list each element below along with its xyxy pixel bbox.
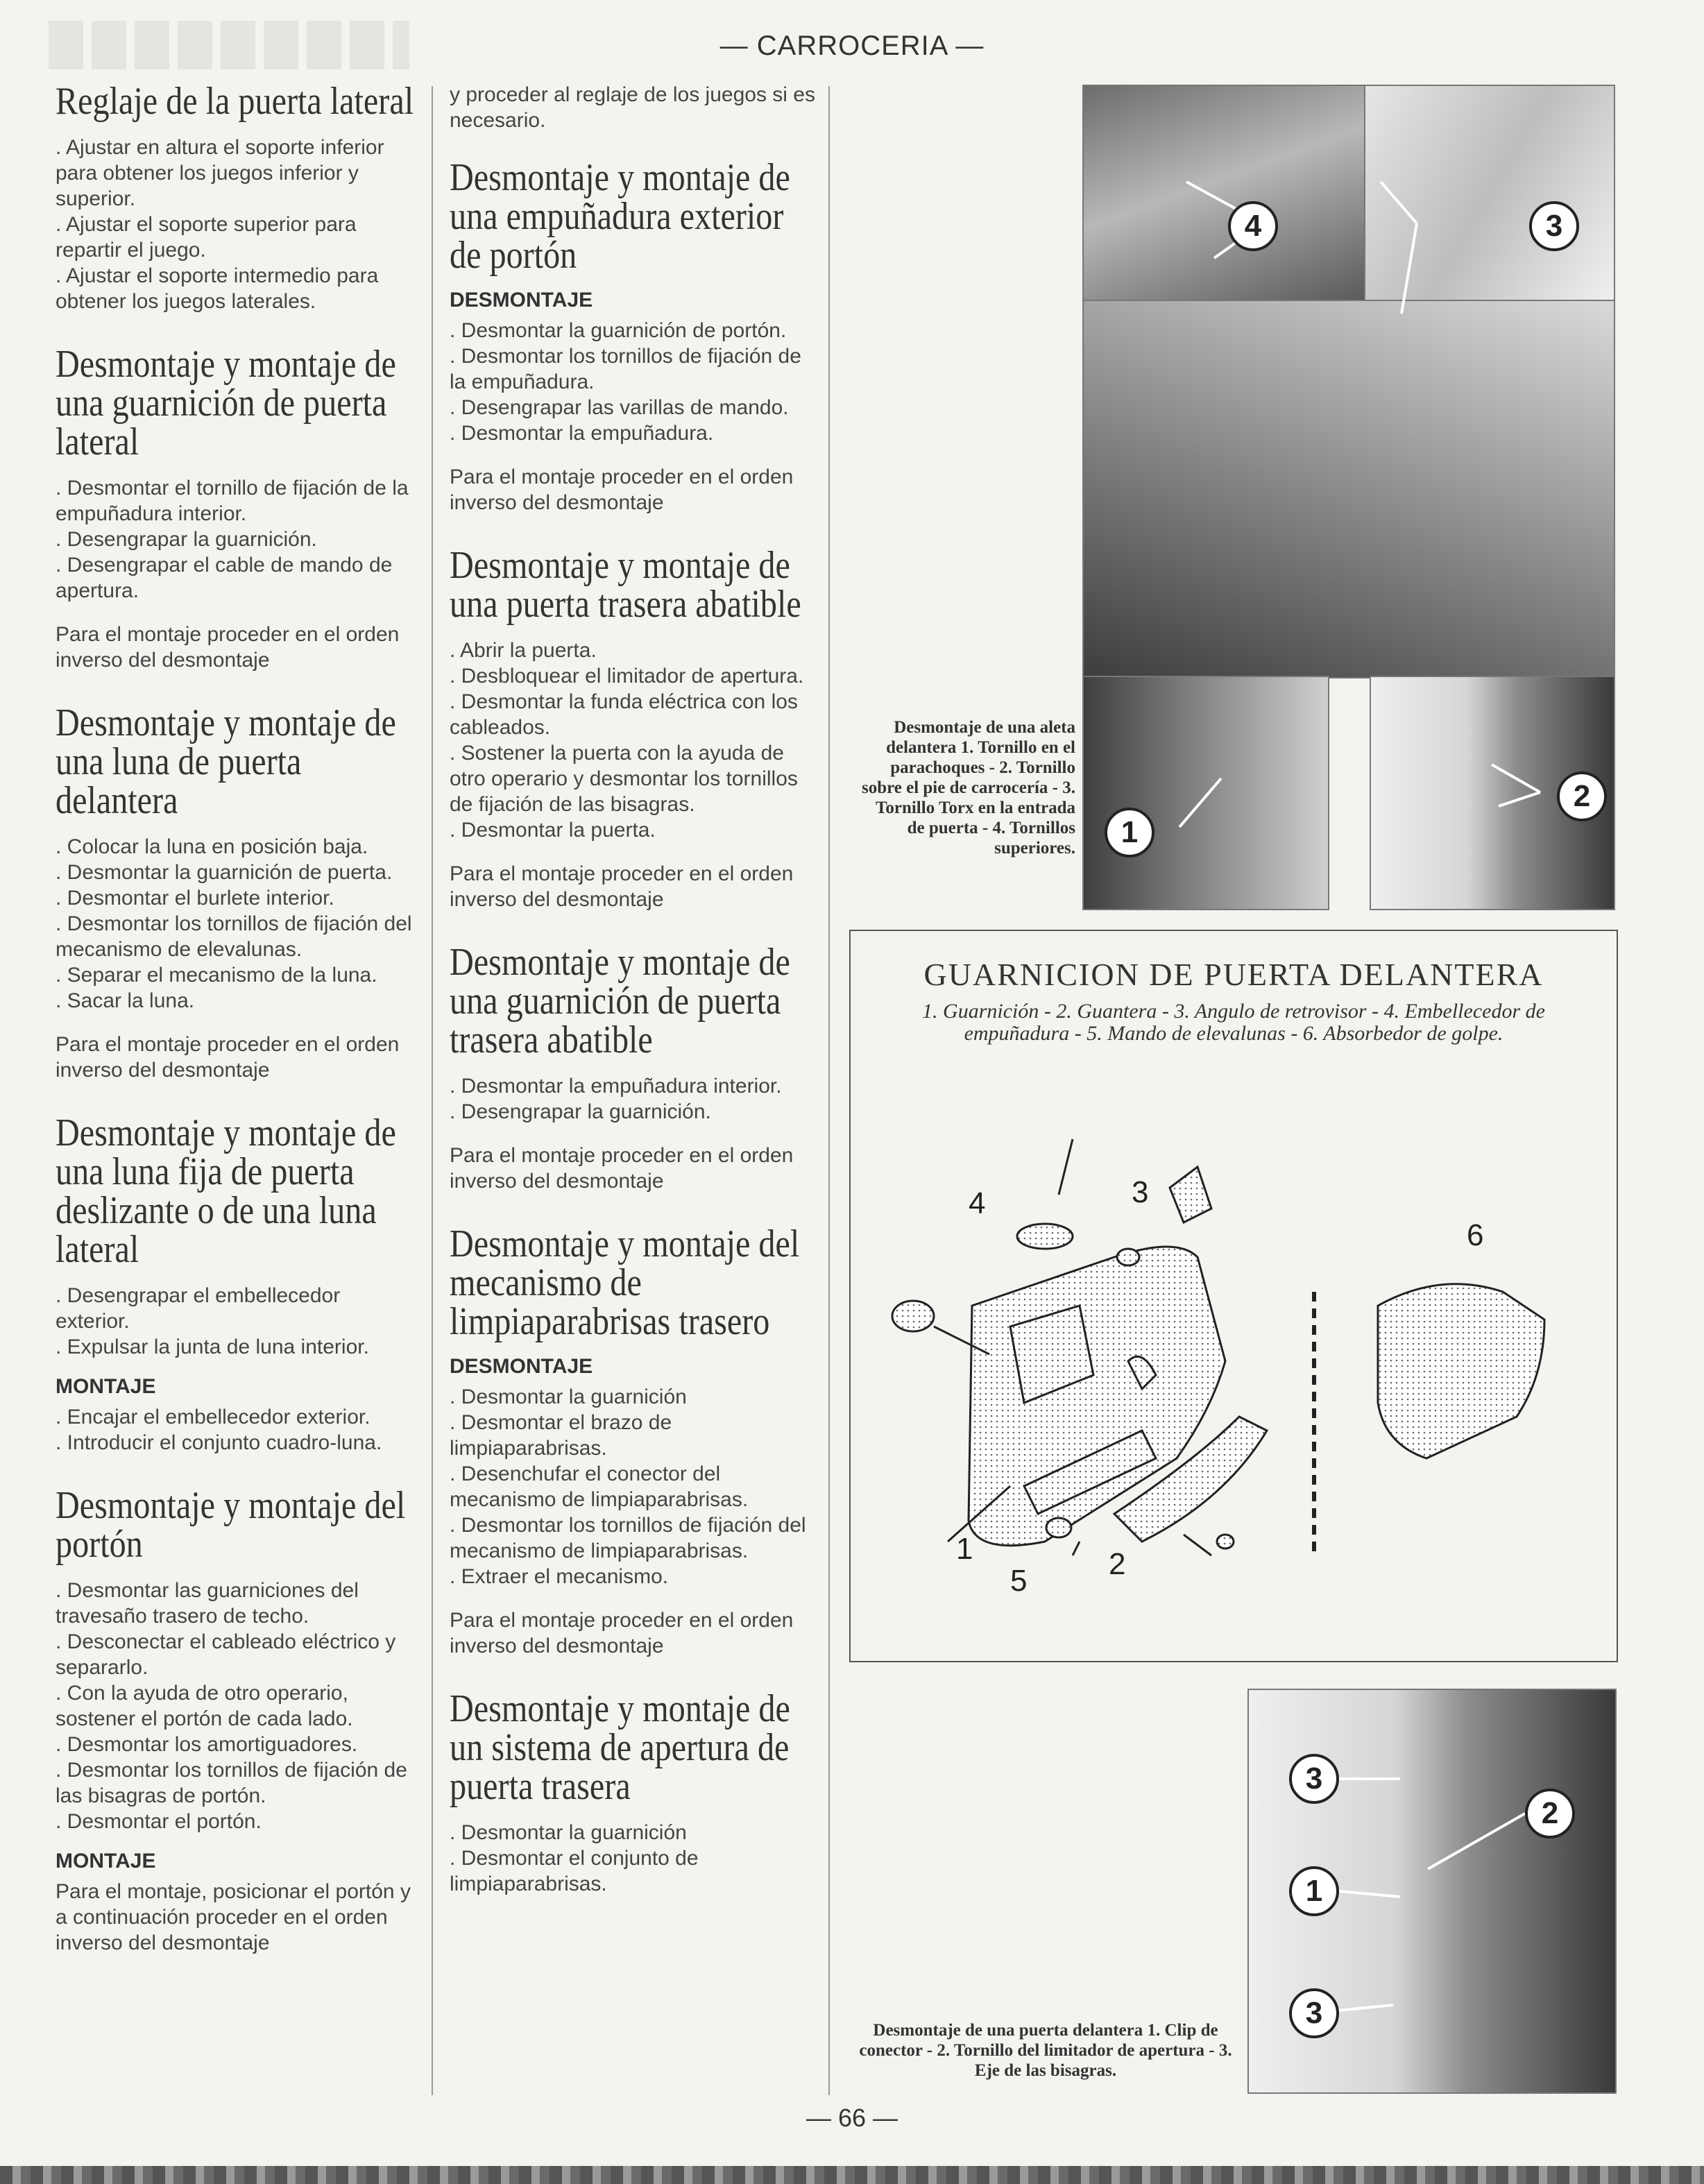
section-title: Desmontaje y montaje de una guarnición de puerta trasera abatible [450,941,790,1061]
assembly-note: Para el montaje proceder en el orden inverso del desmontaje [450,466,794,514]
step: . Desmontar los tornillos de fijación de las bisagras de portón. [56,1759,407,1807]
door-callout-3-top: 3 [1289,1754,1339,1804]
page-header: — CARROCERIA — [719,31,985,61]
diagram-label-2: 2 [1109,1547,1126,1581]
step: . Separar el mecanismo de la luna. [56,964,377,987]
step: . Desmontar los tornillos de fijación del mecanismo de limpiaparabrisas. [450,1514,806,1562]
door-callout-1: 1 [1289,1866,1339,1916]
diagram-label-4: 4 [969,1186,986,1220]
step: . Con la ayuda de otro operario, sostener el portón de cada lado. [56,1682,353,1730]
step: . Ajustar el soporte superior para repartir el juego. [56,213,357,262]
step: . Desmontar la puerta. [450,819,656,842]
step: . Desengrapar la guarnición. [450,1100,711,1123]
step: . Desmontar el portón. [56,1810,262,1833]
diagram-label-6: 6 [1467,1218,1484,1252]
callout-4: 4 [1228,201,1278,251]
callout-2: 2 [1557,771,1607,821]
step: . Colocar la luna en posición baja. [56,835,368,858]
step: . Sostener la puerta con la ayuda de otro operario y desmontar los tornillos de fijación de las bisagras. [450,742,798,816]
step: . Abrir la puerta. [450,639,597,662]
step: . Desmontar la empuñadura. [450,422,714,445]
step: . Desmontar el burlete interior. [56,887,334,910]
step: . Introducir el conjunto cuadro-luna. [56,1431,382,1454]
step: . Desengrapar la guarnición. [56,528,317,551]
step: . Desmontar la empuñadura interior. [450,1075,782,1098]
step: . Extraer el mecanismo. [450,1565,669,1588]
step: Para el montaje, posicionar el portón y a continuación proceder en el orden inverso del desmontaje [56,1880,411,1954]
step: . Desmontar el tornillo de fijación de la empuñadura interior. [56,477,409,525]
section-title: Desmontaje y montaje de una luna de puerta delantera [56,701,396,822]
section-title: Desmontaje y montaje de una luna fija de puerta deslizante o de una luna lateral [56,1111,396,1271]
step: . Sacar la luna. [56,989,195,1012]
column-divider [828,86,830,2095]
section-puerta-trasera-abatible [450,546,817,912]
door-callout-2: 2 [1525,1789,1575,1839]
assembly-note: Para el montaje proceder en el orden inverso del desmontaje [56,1033,400,1082]
assembly-note: Para el montaje proceder en el orden inverso del desmontaje [450,862,794,911]
section-title: Desmontaje y montaje del portón [56,1484,406,1566]
diagram-label-3: 3 [1132,1175,1149,1209]
assembly-note: Para el montaje proceder en el orden inverso del desmontaje [450,1609,794,1657]
step: . Ajustar en altura el soporte inferior para obtener los juegos inferior y superior. [56,136,384,210]
subheading-montaje: MONTAJE [56,1375,156,1398]
callout-3: 3 [1529,201,1579,251]
step: . Ajustar el soporte intermedio para obtener los juegos laterales. [56,264,379,313]
diagram-title: GUARNICION DE PUERTA DELANTERA [923,957,1544,992]
section-reglaje-puerta-lateral [56,82,416,314]
section-guarnicion-puerta-lateral [56,345,416,673]
step: . Desengrapar el cable de mando de apertura. [56,554,393,602]
continued-text: y proceder al reglaje de los juegos si es necesario. [450,83,815,132]
step: . Encajar el embellecedor exterior. [56,1406,370,1428]
page-number: — 66 — [806,2104,898,2132]
section-title: Desmontaje y montaje de una guarnición de puerta lateral [56,343,396,463]
section-title: Desmontaje y montaje de una puerta trasera abatible [450,544,801,626]
step: . Desmontar el conjunto de limpiaparabrisas. [450,1847,699,1895]
assembly-note: Para el montaje proceder en el orden inverso del desmontaje [450,1144,794,1193]
assembly-note: Para el montaje proceder en el orden inverso del desmontaje [56,623,400,672]
section-title: Reglaje de la puerta lateral [56,80,414,123]
step: . Desmontar la guarnición de portón. [450,319,787,342]
subheading-desmontaje: DESMONTAJE [450,289,593,312]
step: . Desengrapar las varillas de mando. [450,396,789,419]
figure-3-caption: Desmontaje de una puerta delantera 1. Clip de conector - 2. Tornillo del limitador de apertura - 3. Eje de las bisagras. [859,2021,1232,2080]
text-column-1 [56,82,416,1986]
door-callout-3-bottom: 3 [1289,1988,1339,2038]
section-luna-fija [56,1111,416,1456]
section-title: Desmontaje y montaje del mecanismo de limpiaparabrisas trasero [450,1222,800,1343]
step: . Desmontar la guarnición [450,1385,687,1408]
step: . Desmontar la guarnición de puerta. [56,861,393,884]
diagram-legend: 1. Guarnición - 2. Guantera - 3. Angulo de retrovisor - 4. Embellecedor de empuñadura - 5. Mando de elevalunas - 6. Absorbedor de golpe. [922,1000,1545,1045]
figure-1-caption: Desmontaje de una aleta delantera 1. Tornillo en el parachoques - 2. Tornillo sobre el pie de carrocería - 3. Tornillo Torx en la entrada de puerta - 4. Tornillos superiores. [861,718,1075,858]
section-apertura-puerta-trasera [450,1689,817,1897]
section-title: Desmontaje y montaje de una empuñadura exterior de portón [450,156,790,277]
step: . Desenchufar el conector del mecanismo de limpiaparabrisas. [450,1462,749,1511]
section-guarnicion-trasera-abatible [450,943,817,1194]
step: . Desmontar los tornillos de fijación del mecanismo de elevalunas. [56,912,412,961]
diagram-label-5: 5 [1010,1564,1028,1598]
section-title: Desmontaje y montaje de un sistema de apertura de puerta trasera [450,1687,790,1808]
section-empunadura-porton [450,158,817,515]
subheading-montaje: MONTAJE [56,1850,156,1872]
step: . Desmontar los amortiguadores. [56,1733,358,1756]
section-limpiaparabrisas-trasero [450,1222,817,1659]
photo-callout-lines [1082,85,1612,907]
step: . Desmontar la funda eléctrica con los cableados. [450,690,798,739]
step: . Desbloquear el limitador de apertura. [450,665,804,688]
step: . Expulsar la junta de luna interior. [56,1336,369,1358]
section-luna-puerta-delantera [56,703,416,1083]
door-trim-diagram-box [849,930,1618,1662]
scan-edge-strip [0,2166,1704,2184]
step: . Desmontar las guarniciones del travesaño trasero de techo. [56,1579,359,1628]
subheading-desmontaje: DESMONTAJE [450,1355,593,1378]
diagram-label-1: 1 [956,1532,973,1566]
section-porton [56,1486,416,1956]
step: . Desengrapar el embellecedor exterior. [56,1284,341,1333]
step: . Desconectar el cableado eléctrico y separarlo. [56,1630,396,1679]
callout-1: 1 [1105,808,1155,858]
text-column-2 [450,82,817,1927]
step: . Desmontar el brazo de limpiaparabrisas. [450,1411,672,1460]
step: . Desmontar la guarnición [450,1821,687,1844]
column-divider [432,86,433,2095]
step: . Desmontar los tornillos de fijación de la empuñadura. [450,345,801,393]
